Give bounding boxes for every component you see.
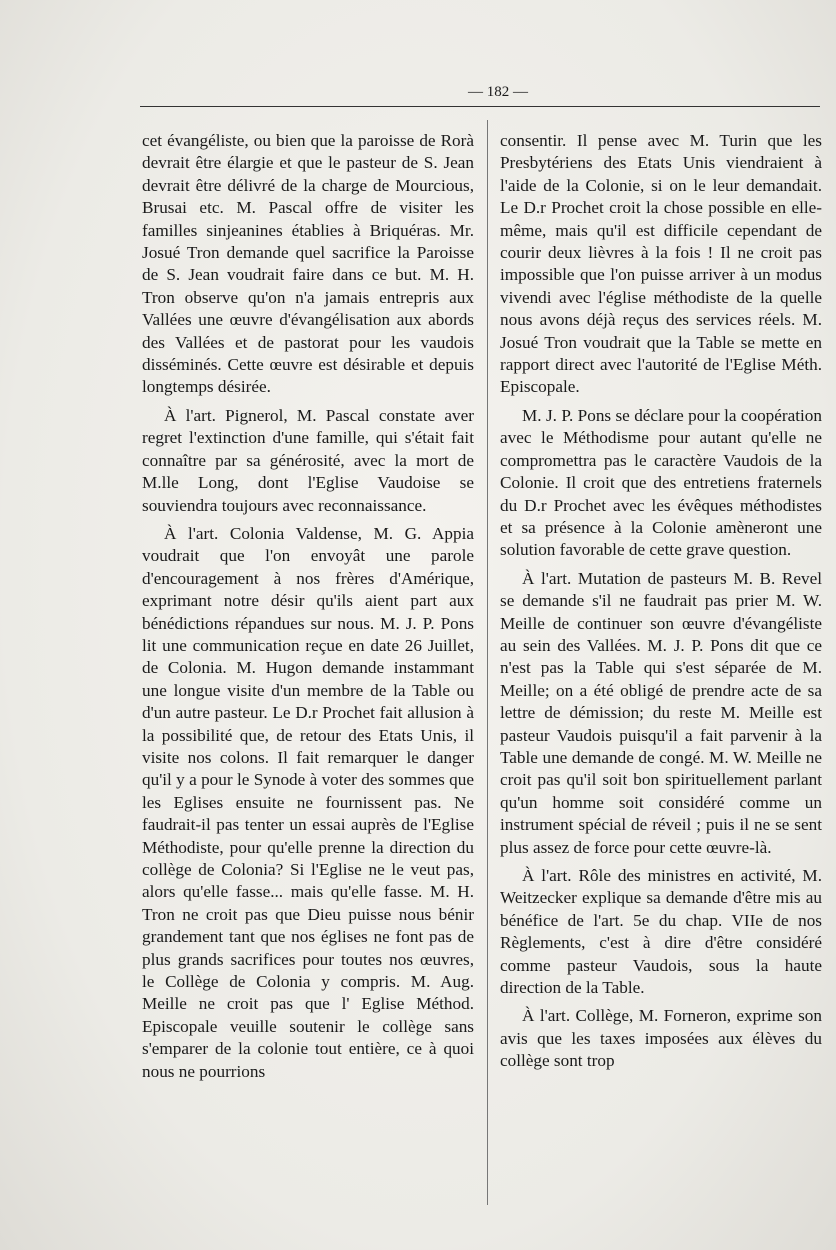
left-column: [142, 130, 474, 1083]
paragraph: À l'art. Pignerol, M. Pascal constate aver regret l'extinction d'une famille, qui s'était fait connaître par sa générosité, avec la mort de M.lle Long, dont l'Eglise Vaudoise se souviendra toujours avec reconnaissance.: [142, 405, 474, 515]
page-number: — 182 —: [468, 84, 528, 100]
paragraph: À l'art. Collège, M. Forneron, exprime son avis que les taxes imposées aux élèves du collège sont trop: [500, 1006, 822, 1071]
paragraph: M. J. P. Pons se déclare pour la coopération avec le Méthodisme pour autant qu'elle ne compromettra pas le caractère Vaudois de la Colonie. Il croit que des entretiens fraternels du D.r Prochet avec les évêques méthodistes et sa présence à la Colonie amèneront une solution favorable de cette grave question.: [500, 405, 822, 560]
page-header: [140, 84, 820, 110]
paragraph: consentir. Il pense avec M. Turin que les Presbytériens des Etats Unis viendraient à l'aide de la Colonie, si on le leur demandait. Le D.r Prochet croit la chose possible en elle-même, mais qu'il est difficile cependant de courir deux lièvres à la fois ! Il ne croit pas impossible que l'on puisse arriver à un modus vivendi avec l'église méthodiste de la quelle nous avons déjà reçus des services réels. M. Josué Tron voudrait que la Table se mette en rapport direct avec l'autorité de l'Eglise Méth. Episcopale.: [500, 131, 822, 397]
paragraph: À l'art. Mutation de pasteurs M. B. Revel se demande s'il ne faudrait pas prier M. W. Meille de continuer son œuvre d'évangéliste au sein des Vallées. M. J. P. Pons dit que ce n'est pas la Table qui s'est séparée de M. Meille; on a été obligé de prendre acte de sa lettre de démission; du reste M. Meille est pasteur Vaudois puisqu'il a fait parvenir à la Table une demande de congé. M. W. Meille ne croit pas qu'il soit bon spirituellement parlant qu'un homme soit considéré comme un instrument spécial de réveil ; puis il ne se sent plus assez de force pour cette œuvre-là.: [500, 568, 822, 857]
right-column: [500, 130, 822, 1073]
column-divider: [487, 120, 488, 1205]
header-rule: [140, 106, 820, 107]
paragraph: À l'art. Rôle des ministres en activité, M. Weitzecker explique sa demande d'être mis au bénéfice de l'art. 5e du chap. VIIe de nos Règlements, c'est à dire d'être considéré comme pasteur Vaudois, sous la haute direction de la Table.: [500, 866, 822, 998]
paragraph: À l'art. Colonia Valdense, M. G. Appia voudrait que l'on envoyât une parole d'encouragement à nos frères d'Amérique, exprimant notre désir qu'ils aient part aux bénédictions répandues sur nous. M. J. P. Pons lit une communication reçue en date 26 Juillet, de Colonia. M. Hugon demande instammant une longue visite d'un membre de la Table ou d'un autre pasteur. Le D.r Prochet fait allusion à la possibilité que, de retour des Etats Unis, il visite nos colons. Il fait remarquer le danger qu'il y a pour le Synode à voter des sommes que les Eglises ensuite ne fournissent pas. Ne faudrait-il pas tenter un essai auprès de l'Eglise Méthodiste, pour qu'elle prenne la direction du collège de Colonia? Si l'Eglise ne le veut pas, alors qu'elle fasse... mais qu'elle fasse. M. H. Tron ne croit pas que Dieu puisse nous bénir grandement tant que nos églises ne font pas de plus grands sacrifices pour toutes nos œuvres, le Collège de Colonia y compris. M. Aug. Meille ne croit pas que l' Eglise Méthod. Episcopale veuille soutenir le collège sans s'emparer de la colonie tout entière, ce à quoi nous ne pourrions: [142, 523, 474, 1081]
paragraph: cet évangéliste, ou bien que la paroisse de Rorà devrait être élargie et que le pasteur de S. Jean devrait être délivré de la charge de Mourcious, Brusai etc. M. Pascal offre de visiter les familles sinjeanines établies à Briquéras. Mr. Josué Tron demande quel sacrifice la Paroisse de S. Jean voudrait faire dans ce but. M. H. Tron observe qu'on n'a jamais entrepris aux Vallées une œuvre d'évangélisation aux abords des Vallées et de pastorat pour les vaudois disséminés. Cette œuvre est désirable et depuis longtemps désirée.: [142, 131, 474, 397]
